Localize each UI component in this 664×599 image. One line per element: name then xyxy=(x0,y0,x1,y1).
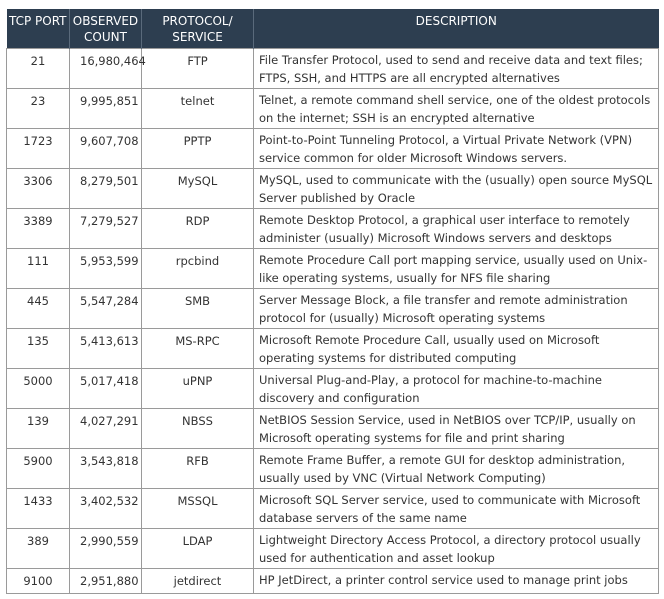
cell-count: 9,607,708 xyxy=(70,128,142,168)
cell-description: Server Message Block, a file transfer and remote administration protocol for (usually) Microsoft operating systems xyxy=(254,288,659,328)
cell-port: 135 xyxy=(7,328,70,368)
cell-description: Remote Frame Buffer, a remote GUI for desktop administration, usually used by VNC (Virtual Network Computing) xyxy=(254,448,659,488)
table-row xyxy=(7,128,659,168)
cell-protocol: RDP xyxy=(142,208,254,248)
table-body xyxy=(7,48,659,593)
cell-port: 139 xyxy=(7,408,70,448)
cell-port: 111 xyxy=(7,248,70,288)
cell-count: 2,990,559 xyxy=(70,528,142,568)
cell-count: 4,027,291 xyxy=(70,408,142,448)
cell-count: 2,951,880 xyxy=(70,568,142,593)
cell-count: 5,953,599 xyxy=(70,248,142,288)
cell-protocol: telnet xyxy=(142,88,254,128)
cell-count: 9,995,851 xyxy=(70,88,142,128)
cell-port: 445 xyxy=(7,288,70,328)
cell-count: 5,547,284 xyxy=(70,288,142,328)
cell-description: MySQL, used to communicate with the (usually) open source MySQL Server published by Oracle xyxy=(254,168,659,208)
cell-description: NetBIOS Session Service, used in NetBIOS over TCP/IP, usually on Microsoft operating systems for file and print sharing xyxy=(254,408,659,448)
cell-protocol: SMB xyxy=(142,288,254,328)
cell-protocol: MySQL xyxy=(142,168,254,208)
table-row xyxy=(7,208,659,248)
cell-description: Telnet, a remote command shell service, one of the oldest protocols on the internet; SSH is an encrypted alternative xyxy=(254,88,659,128)
cell-count: 16,980,464 xyxy=(70,48,142,88)
cell-port: 23 xyxy=(7,88,70,128)
port-table xyxy=(6,9,659,594)
cell-count: 5,017,418 xyxy=(70,368,142,408)
cell-port: 9100 xyxy=(7,568,70,593)
cell-count: 7,279,527 xyxy=(70,208,142,248)
cell-port: 5900 xyxy=(7,448,70,488)
table-row xyxy=(7,528,659,568)
cell-protocol: NBSS xyxy=(142,408,254,448)
cell-protocol: rpcbind xyxy=(142,248,254,288)
cell-description: Microsoft SQL Server service, used to communicate with Microsoft database servers of the same name xyxy=(254,488,659,528)
cell-port: 1433 xyxy=(7,488,70,528)
cell-description: HP JetDirect, a printer control service used to manage print jobs xyxy=(254,568,659,593)
header-description: DESCRIPTION xyxy=(254,9,659,48)
cell-count: 8,279,501 xyxy=(70,168,142,208)
table-header xyxy=(7,9,659,48)
table-row xyxy=(7,448,659,488)
cell-description: Microsoft Remote Procedure Call, usually used on Microsoft operating systems for distributed computing xyxy=(254,328,659,368)
cell-count: 5,413,613 xyxy=(70,328,142,368)
cell-protocol: MS-RPC xyxy=(142,328,254,368)
cell-description: Point-to-Point Tunneling Protocol, a Virtual Private Network (VPN) service common for older Microsoft Windows servers. xyxy=(254,128,659,168)
cell-protocol: LDAP xyxy=(142,528,254,568)
cell-count: 3,402,532 xyxy=(70,488,142,528)
cell-port: 389 xyxy=(7,528,70,568)
cell-port: 1723 xyxy=(7,128,70,168)
table-row xyxy=(7,408,659,448)
cell-description: File Transfer Protocol, used to send and receive data and text files; FTPS, SSH, and HTTPS are all encrypted alternatives xyxy=(254,48,659,88)
table-row xyxy=(7,168,659,208)
cell-protocol: PPTP xyxy=(142,128,254,168)
port-table-container xyxy=(6,9,658,594)
cell-description: Universal Plug-and-Play, a protocol for machine-to-machine discovery and configuration xyxy=(254,368,659,408)
cell-protocol: uPNP xyxy=(142,368,254,408)
table-row xyxy=(7,368,659,408)
cell-description: Remote Desktop Protocol, a graphical user interface to remotely administer (usually) Microsoft Windows servers and desktops xyxy=(254,208,659,248)
header-protocol-service: PROTOCOL/ SERVICE xyxy=(142,9,254,48)
table-row xyxy=(7,288,659,328)
cell-port: 3389 xyxy=(7,208,70,248)
cell-protocol: RFB xyxy=(142,448,254,488)
table-row xyxy=(7,568,659,593)
table-row xyxy=(7,248,659,288)
cell-protocol: jetdirect xyxy=(142,568,254,593)
header-row xyxy=(7,9,659,48)
table-row xyxy=(7,488,659,528)
header-tcp-port: TCP PORT xyxy=(8,14,67,28)
cell-count: 3,543,818 xyxy=(70,448,142,488)
cell-port: 5000 xyxy=(7,368,70,408)
table-row xyxy=(7,88,659,128)
cell-port: 3306 xyxy=(7,168,70,208)
cell-protocol: MSSQL xyxy=(142,488,254,528)
cell-port: 21 xyxy=(7,48,70,88)
table-row xyxy=(7,48,659,88)
cell-protocol: FTP xyxy=(142,48,254,88)
header-observed-count: OBSERVED COUNT xyxy=(70,9,142,48)
cell-description: Remote Procedure Call port mapping service, usually used on Unix-like operating systems, usually for NFS file sharing xyxy=(254,248,659,288)
cell-description: Lightweight Directory Access Protocol, a directory protocol usually used for authentication and asset lookup xyxy=(254,528,659,568)
table-row xyxy=(7,328,659,368)
